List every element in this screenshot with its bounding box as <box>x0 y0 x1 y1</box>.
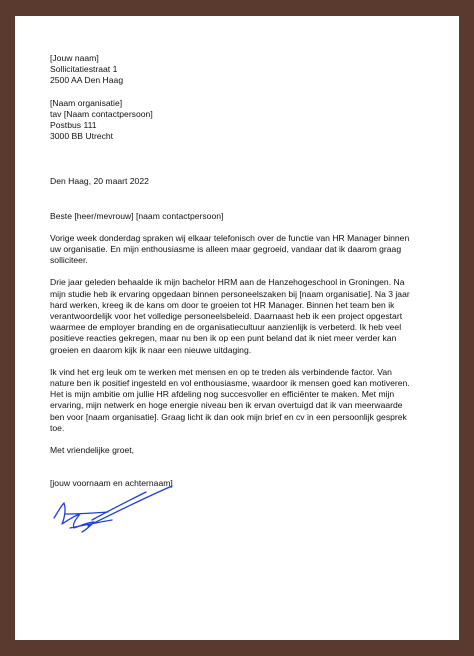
salutation: Beste [heer/mevrouw] [naam contactpersoon] <box>50 210 224 221</box>
paragraph-line: nature ben ik positief ingesteld en vol enthousiasme, waardoor ik mensen goed kan motiveren. <box>50 378 410 389</box>
closing: Met vriendelijke groet, <box>50 445 135 456</box>
sender-street: Sollicitatiestraat 1 <box>50 64 118 75</box>
paragraph-1 <box>50 233 425 267</box>
paragraph-line: ervaring, mijn netwerk en hoge energie niveau ben ik ervan overtuigd dat ik van meerwaarde <box>50 400 403 411</box>
paragraph-line: verantwoordelijk voor het volledige personeelsbeleid. Daarnaast heb ik een project opgestart <box>50 311 403 322</box>
paragraph-line: Het is mijn ambitie om jullie HR afdeling nog succesvoller en efficiënter te maken. Met mijn <box>50 389 395 400</box>
sender-address <box>50 53 425 87</box>
paragraph-line: toe. <box>50 422 65 433</box>
paragraph-line: waarmee de employer branding en de organisatiecultuur aanzienlijk is verbeterd. Ik heb veel <box>50 322 402 333</box>
sender-city: 2500 AA Den Haag <box>50 75 124 86</box>
letter-date: Den Haag, 20 maart 2022 <box>50 176 149 187</box>
signature-stroke <box>54 486 172 532</box>
recipient-city: 3000 BB Utrecht <box>50 131 114 142</box>
recipient-po-box: Postbus 111 <box>50 120 97 131</box>
paragraph-line: hard werken, kreeg ik de kans om door te groeien tot HR Manager. Binnen het team ben ik <box>50 299 395 310</box>
recipient-organisation: [Naam organisatie] <box>50 97 123 108</box>
paragraph-line: groeien en daarom kijk ik naar een nieuwe uitdaging. <box>50 344 252 355</box>
paragraph-line: solliciteer. <box>50 255 88 266</box>
signature-name: [jouw voornaam en achternaam] <box>50 478 173 489</box>
paragraph-line: Vorige week donderdag spraken wij elkaar telefonisch over de functie van HR Manager binnen <box>50 232 410 243</box>
paragraph-2 <box>50 277 425 355</box>
letter-page <box>15 16 459 640</box>
paragraph-line: uw organisatie. En mijn enthousiasme is alleen maar gegroeid, vandaar dat ik daarom graag <box>50 244 402 255</box>
recipient-attention: tav [Naam contactpersoon] <box>50 108 153 119</box>
handwritten-signature <box>50 484 180 544</box>
paragraph-line: positieve reacties gekregen, maar nu ben ik op een punt beland dat ik niet meer verder kan <box>50 333 397 344</box>
sender-name: [Jouw naam] <box>50 53 99 63</box>
recipient-address <box>50 98 425 143</box>
paragraph-3 <box>50 367 425 434</box>
paragraph-line: ben voor [naam organisatie]. Graag licht ik dan ook mijn brief en cv in een persoonlijk gesprek <box>50 411 407 422</box>
paragraph-line: Drie jaar geleden behaalde ik mijn bachelor HRM aan de Hanzehogeschool in Groningen. Na <box>50 277 405 288</box>
paragraph-line: mijn studie heb ik ervaring opgedaan binnen personeelszaken bij [naam organisatie]. Na 3 jaar <box>50 288 410 299</box>
paragraph-line: Ik vind het erg leuk om te werken met mensen en op te treden als verbindende factor. Van <box>50 366 392 377</box>
